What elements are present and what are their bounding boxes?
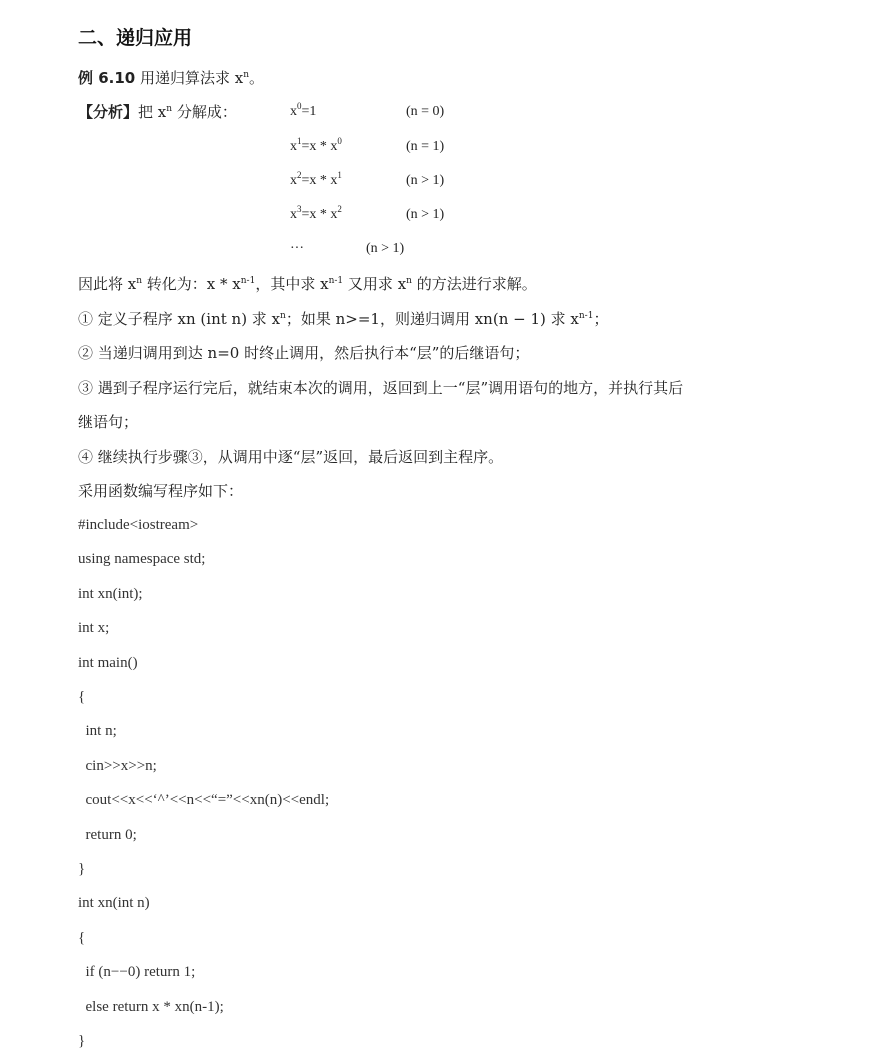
transform-line: 因此将 $x^n$ 转化为：x * $x^{n-1}$，其中求 $x^{n-1}$ 又用求 $x^n$ 的方法进行求解。 <box>78 275 537 293</box>
example-text: 用递归算法求 $x^n$。 <box>140 69 265 87</box>
analysis-text: 把 $x^n$ 分解成： <box>138 103 237 121</box>
code-line: int n; <box>78 723 117 739</box>
step-2: ② 当递归调用到达 n=0 时终止调用，然后执行本“层”的后继语句； <box>78 344 530 362</box>
analysis-label: 【分析】 <box>78 103 139 121</box>
code-line: int xn(int n) <box>78 895 150 911</box>
code-line: cin>>x>>n; <box>78 758 157 774</box>
code-line: else return x * xn(n-1); <box>78 999 224 1015</box>
code-line: { <box>78 930 86 946</box>
derivation-row: $x^1=x * x^0$ <box>290 136 342 154</box>
derivation-row: $x^2=x * x^1$ <box>290 170 342 188</box>
step-3-continued: 继语句； <box>78 413 139 431</box>
section-title: 二、递归应用 <box>78 27 193 49</box>
code-line: { <box>78 689 86 705</box>
code-line: if (n−−0) return 1; <box>78 964 196 980</box>
analysis-line <box>78 102 237 122</box>
derivation-condition: (n = 0) <box>406 104 445 119</box>
example-label: 例 6.10 <box>78 69 136 87</box>
code-line: using namespace std; <box>78 551 206 567</box>
derivation-row: $x^3=x * x^2$ <box>290 204 342 222</box>
code-intro: 采用函数编写程序如下： <box>78 482 244 500</box>
ellipsis-condition: (n > 1) <box>366 241 405 256</box>
step-4: ④ 继续执行步骤③，从调用中逐“层”返回，最后返回到主程序。 <box>78 448 504 466</box>
step-3: ③ 遇到子程序运行完后，就结束本次的调用，返回到上一“层”调用语句的地方，并执行其后 <box>78 379 684 397</box>
derivation-condition: (n = 1) <box>406 139 445 154</box>
derivation-row: $x^0=1$ <box>290 101 317 119</box>
code-line: int main() <box>78 655 138 671</box>
example-line <box>78 68 264 88</box>
ellipsis-dots: ··· <box>290 241 304 256</box>
code-line: } <box>78 861 86 877</box>
code-line: return 0; <box>78 827 137 843</box>
code-line: int xn(int); <box>78 586 143 602</box>
code-line: cout<<x<<‘^’<<n<<“=”<<xn(n)<<endl; <box>78 792 330 808</box>
derivation-condition: (n > 1) <box>406 207 445 222</box>
code-line: #include<iostream> <box>78 517 199 533</box>
step-1: ① 定义子程序 xn (int n) 求 $x^n$；如果 n>=1，则递归调用 xn(n − 1) 求 $x^{n-1}$； <box>78 310 609 328</box>
code-line: } <box>78 1033 86 1049</box>
code-line: int x; <box>78 620 110 636</box>
derivation-condition: (n > 1) <box>406 173 445 188</box>
